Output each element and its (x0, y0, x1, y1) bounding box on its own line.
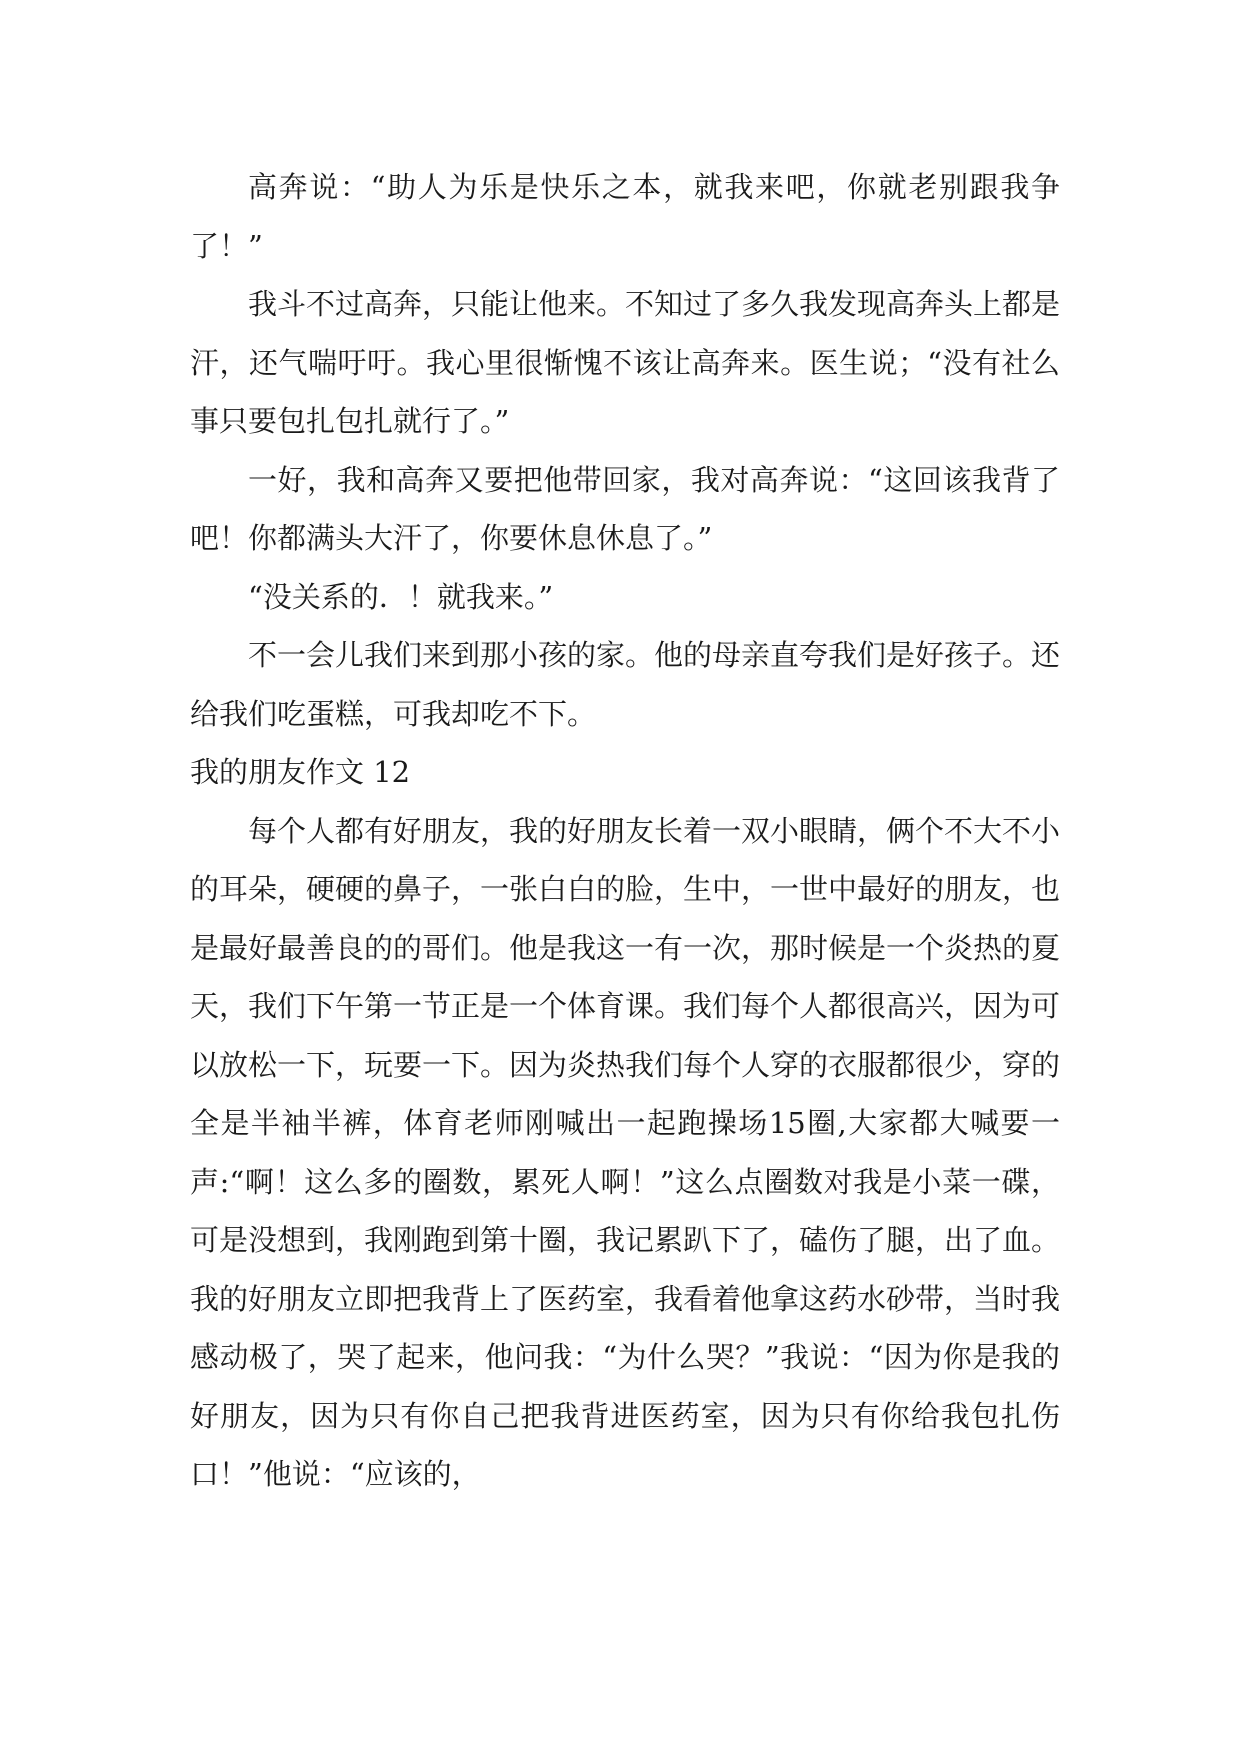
paragraph: 高奔说：“助人为乐是快乐之本，就我来吧，你就老别跟我争了！” (190, 170, 1060, 263)
paragraph: “没关系的．！就我来。” (248, 579, 554, 614)
paragraph: 不一会儿我们来到那小孩的家。他的母亲直夸我们是好孩子。还给我们吃蛋糕，可我却吃不下。 (190, 638, 1061, 731)
paragraph: 我斗不过高奔，只能让他来。不知过了多久我发现高奔头上都是汗，还气喘吁吁。我心里很惭愧不该让高奔来。医生说；“没有社么事只要包扎包扎就行了。” (190, 287, 1061, 438)
paragraph: 一好，我和高奔又要把他带回家，我对高奔说：“这回该我背了吧！你都满头大汗了，你要休息休息了。” (190, 462, 1060, 555)
paragraph: 每个人都有好朋友，我的好朋友长着一双小眼睛，俩个不大不小的耳朵，硬硬的鼻子，一张白白的脸，生中，一世中最好的朋友，也是最好最善良的的哥们。他是我这一有一次，那时候是一个炎热的夏天，我们下午第一节正是一个体育课。我们每个人都很高兴，因为可以放松一下，玩要一下。因为炎热我们每个人穿的衣服都很少，穿的全是半袖半裤，体育老师刚喊出一起跑操场15圈,大家都大喊要一声:“啊！这么多的圈数，累死人啊！”这么点圈数对我是小菜一碟，可是没想到，我刚跑到第十圈，我记累趴下了，磕伤了腿，出了血。我的好朋友立即把我背上了医药室，我看着他拿这药水砂带，当时我感动极了，哭了起来，他问我：“为什么哭？”我说：“因为你是我的好朋友，因为只有你自己把我背进医药室，因为只有你给我包扎伤口！”他说：“应该的， (190, 813, 1061, 1491)
section-heading: 我的朋友作文 12 (190, 755, 411, 789)
document-body (190, 158, 1060, 1504)
